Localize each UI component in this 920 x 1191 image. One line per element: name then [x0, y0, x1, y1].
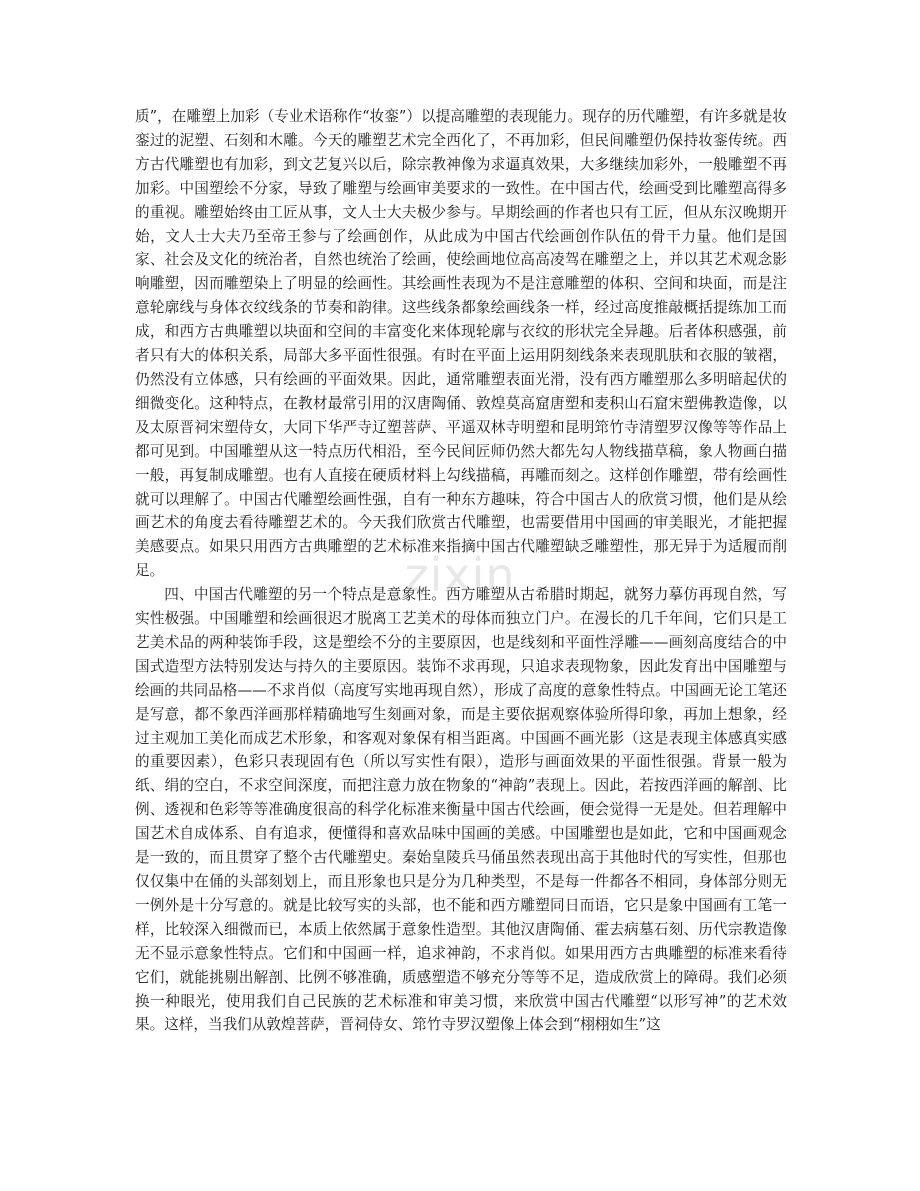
paragraph-imagery-characteristic: 四、中国古代雕塑的另一个特点是意象性。西方雕塑从古希腊时期起，就努力摹仿再现自然，写实性极强。中国雕塑和绘画很迟才脱离工艺美术的母体而独立门户。在漫长的几千年间，它们只是工艺美术品的两种装饰手段，这是塑绘不分的主要原因，也是线刻和平面性浮雕——画刻高度结合的中国式造型方法特别发达与持久的主要原因。装饰不求再现，只追求表现物象，因此发育出中国雕塑与绘画的共同品格——不求肖似（高度写实地再现自然），形成了高度的意象性特点。中国画无论工笔还是写意，都不象西洋画那样精确地写生刻画对象，而是主要依据观察体验所得印象，再加上想象，经过主观加工美化而成艺术形象，和客观对象保有相当距离。中国画不画光影（这是表现主体感真实感的重要因素），色彩只表现固有色（所以写实性有限），造形与画面效果的平面性很强。背景一般为纸、绢的空白，不求空间深度，而把注意力放在物象的“神韵”表现上。因此，若按西洋画的解剖、比例、透视和色彩等等准确度很高的科学化标准来衡量中国古代绘画，便会觉得一无是处。但若理解中国艺术自成体系、自有追求，便懂得和喜欢品味中国画的美感。中国雕塑也是如此，它和中国画观念是一致的，而且贯穿了整个古代雕塑史。秦始皇陵兵马俑虽然表现出高于其他时代的写实性，但那也仅仅集中在俑的头部刻划上，而且形象也只是分为几种类型，不是每一件都各不相同，身体部分则无一例外是十分写意的。就是比较写实的头部，也不能和西方雕塑同日而语，它只是象中国画有工笔一样，比较深入细微而已，本质上依然属于意象性造型。其他汉唐陶俑、霍去病墓石刻、历代宗教造像无不显示意象性特点。它们和中国画一样，追求神韵，不求肖似。如果用西方古典雕塑的标准来看待它们，就能挑剔出解剖、比例不够准确，质感塑造不够充分等等不足，造成欣赏上的障碍。我们必须换一种眼光，使用我们自己民族的艺术标准和审美习惯，来欣赏中国古代雕塑“以形写神”的艺术效果。这样，当我们从敦煌菩萨，晋祠侍女、筇竹寺罗汉塑像上体会到“栩栩如生”这	[135, 586, 787, 1034]
paragraph-painting-influence: 质”，在雕塑上加彩（专业术语称作“妆銮”）以提高雕塑的表现能力。现存的历代雕塑，有许多就是妆銮过的泥塑、石刻和木雕。今天的雕塑艺术完全西化了，不再加彩，但民间雕塑仍保持妆銮传统。西方古代雕塑也有加彩，到文艺复兴以后，除宗教神像为求逼真效果，大多继续加彩外，一般雕塑不再加彩。中国塑绘不分家，导致了雕塑与绘画审美要求的一致性。在中国古代，绘画受到比雕塑高得多的重视。雕塑始终由工匠从事，文人士大夫极少参与。早期绘画的作者也只有工匠，但从东汉晚期开始，文人士大夫乃至帝王参与了绘画创作，从此成为中国古代绘画创作队伍的骨干力量。他们是国家、社会及文化的统治者，自然也统治了绘画，使绘画地位高高凌驾在雕塑之上，并以其艺术观念影响雕塑，因而雕塑染上了明显的绘画性。其绘画性表现为不是注意雕塑的体积、空间和块面，而是注意轮廓线与身体衣纹线条的节奏和韵律。这些线条都象绘画线条一样，经过高度推敲概括提练加工而成，和西方古典雕塑以块面和空间的丰富变化来体现轮廓与衣纹的形状完全异趣。后者体积感强，前者只有大的体积关系，局部大多平面性很强。有时在平面上运用阴刻线条来表现肌肤和衣服的皱褶，仍然没有立体感，只有绘画的平面效果。因此，通常雕塑表面光滑，没有西方雕塑那么多明暗起伏的细微变化。这种特点，在教材最常引用的汉唐陶俑、敦煌莫高窟唐塑和麦积山石窟宋塑佛教造像，以及太原晋祠宋塑侍女，大同下华严寺辽塑菩萨、平遥双林寺明塑和昆明筇竹寺清塑罗汉像等等作品上都可见到。中国雕塑从这一特点历代相沿，至今民间匠师仍然大都先勾人物线描草稿，象人物画白描一般，再复制成雕塑。也有人直接在硬质材料上勾线描稿，再雕而刻之。这样创作雕塑，带有绘画性就可以理解了。中国古代雕塑绘画性强，自有一种东方趣味，符合中国古人的欣赏习惯，他们是从绘画艺术的角度去看待雕塑艺术的。今天我们欣赏古代雕塑，也需要借用中国画的审美眼光，才能把握美感要点。如果只用西方古典雕塑的艺术标准来指摘中国古代雕塑缺乏雕塑性，那无异于为适履而削足。	[135, 108, 787, 580]
watermark-text: zixin	[404, 548, 516, 602]
document-body	[135, 105, 787, 1037]
